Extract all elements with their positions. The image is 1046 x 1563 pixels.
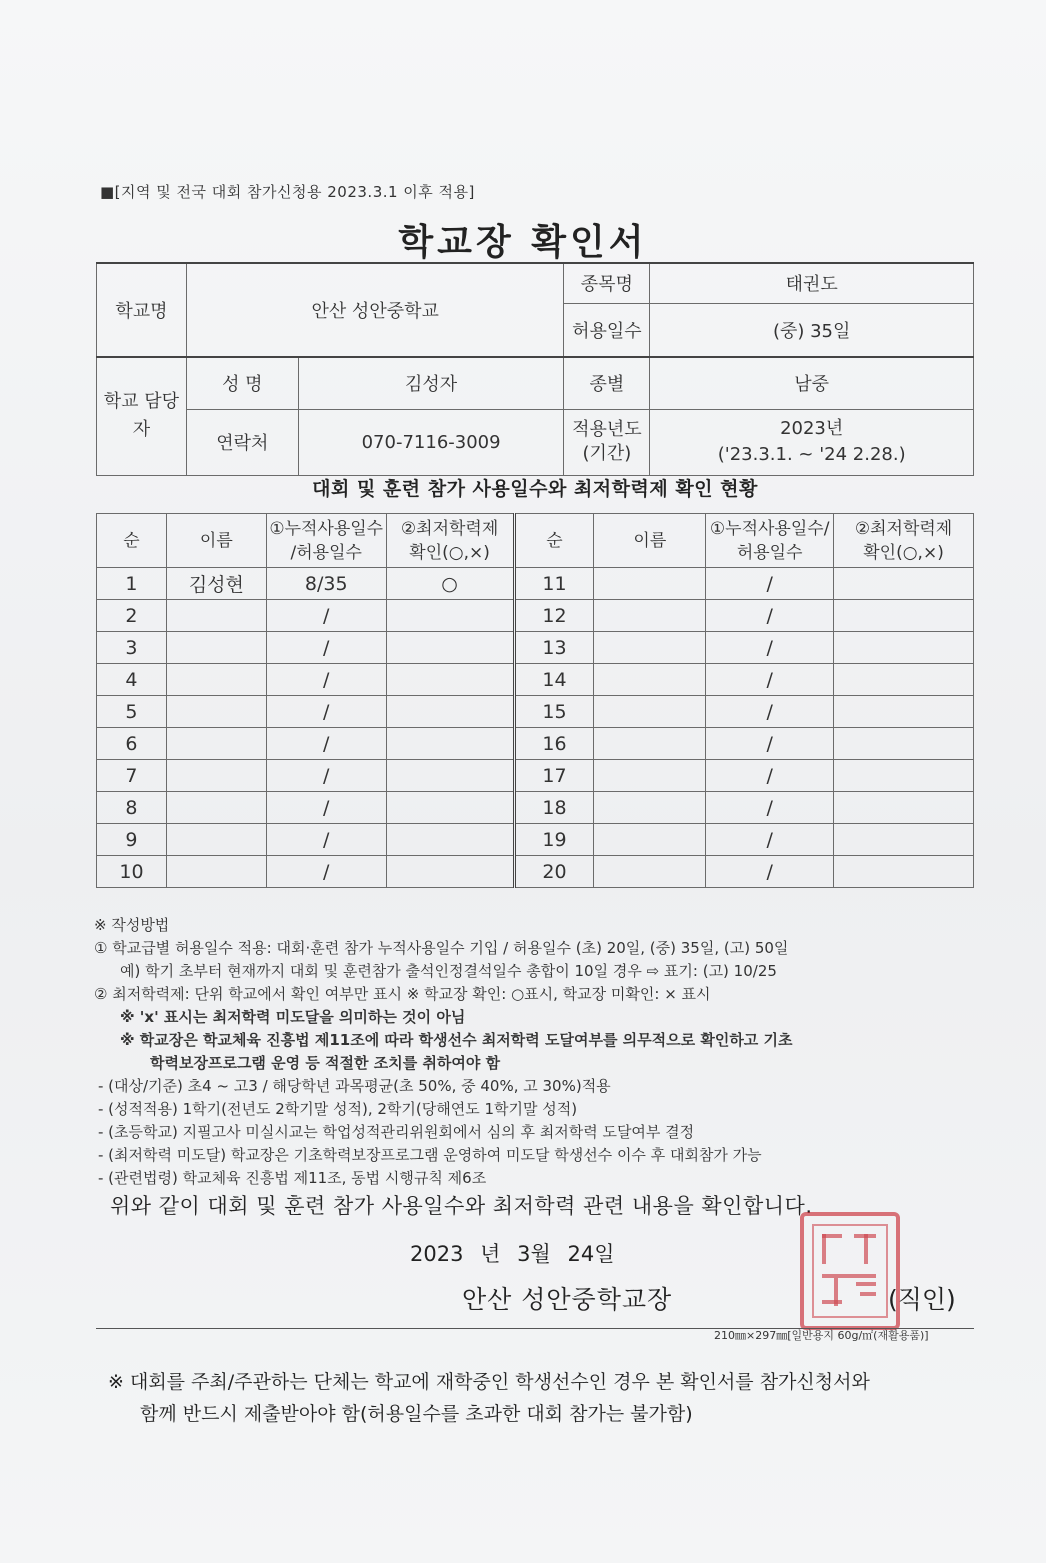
row-no-cell: 15 (514, 696, 594, 728)
header-check-right (834, 514, 974, 568)
sport-label: 종목명 (564, 263, 650, 303)
name-value: 김성자 (298, 357, 564, 409)
row-check-cell (386, 600, 514, 632)
name-label: 성 명 (186, 357, 298, 409)
record-table (96, 513, 974, 888)
row-no-cell: 13 (514, 632, 594, 664)
note-item: - (성적적용) 1학기(전년도 2학기말 성적), 2학기(당해연도 1학기말 성적) (98, 1100, 578, 1118)
row-check-cell (834, 600, 974, 632)
sport-value: 태권도 (650, 263, 974, 303)
row-no-cell: 17 (514, 760, 594, 792)
row-check-cell (834, 632, 974, 664)
row-name-cell (594, 696, 706, 728)
row-no-cell: 11 (514, 568, 594, 600)
row-name-cell (166, 824, 266, 856)
category-label: 종별 (564, 357, 650, 409)
row-days-cell: / (266, 792, 386, 824)
row-days-cell: / (266, 760, 386, 792)
note-item: ※ 학교장은 학교체육 진흥법 제11조에 따라 학생선수 최저학력 도달여부를 의무적으로 확인하고 기초 (120, 1031, 793, 1049)
row-no-cell: 3 (97, 632, 167, 664)
row-name-cell (594, 792, 706, 824)
row-name-cell (594, 728, 706, 760)
row-no-cell: 16 (514, 728, 594, 760)
seal-label: (직인) (888, 1285, 956, 1314)
confirmation-text: 위와 같이 대회 및 훈련 참가 사용일수와 최저학력 관련 내용을 확인합니다. (110, 1194, 813, 1218)
header-check-left (386, 514, 514, 568)
note-item: - (초등학교) 지필고사 미실시교는 학업성적관리위원회에서 심의 후 최저학력 도달여부 결정 (98, 1123, 695, 1141)
row-name-cell (594, 856, 706, 888)
row-name-cell (166, 632, 266, 664)
row-days-cell: 8/35 (266, 568, 386, 600)
note-item: 학력보장프로그램 운영 등 적절한 조치를 취하여야 함 (150, 1054, 501, 1072)
date-day: 24일 (567, 1242, 615, 1266)
row-check-cell (834, 856, 974, 888)
table-row (97, 792, 974, 824)
row-check-cell (834, 728, 974, 760)
instructions (94, 914, 984, 1190)
header-name-right: 이름 (594, 514, 706, 568)
official-seal-icon (800, 1212, 900, 1330)
note-item: ② 최저학력제: 단위 학교에서 확인 여부만 표시 ※ 학교장 확인: ○표시, 학교장 미확인: × 표시 (94, 985, 711, 1003)
note-item: ① 학교급별 허용일수 적용: 대회·훈련 참가 누적사용일수 기입 / 허용일수 (초) 20일, (중) 35일, (고) 50일 (94, 939, 789, 957)
issue-date (410, 1238, 614, 1268)
row-name-cell (594, 632, 706, 664)
footer-line: 함께 반드시 제출받아야 함(허용일수를 초과한 대회 참가는 불가함) (140, 1403, 693, 1425)
header-days-right-line1: ①누적사용일수/ (709, 518, 830, 539)
row-name-cell: 김성현 (166, 568, 266, 600)
section-title: 대회 및 훈련 참가 사용일수와 최저학력제 확인 현황 (312, 478, 758, 500)
header-note: ■[지역 및 전국 대회 참가신청용 2023.3.1 이후 적용] (100, 183, 475, 201)
row-no-cell: 19 (514, 824, 594, 856)
note-item: - (대상/기준) 초4 ~ 고3 / 해당학년 과목평균(초 50%, 중 40%, 고 30%)적용 (98, 1077, 611, 1095)
header-check-right-line1: ②최저학력제 (854, 518, 953, 539)
contact-label: 연락처 (186, 409, 298, 475)
date-year: 2023 (410, 1242, 464, 1266)
note-item: - (관련법령) 학교체육 진흥법 제11조, 동법 시행규칙 제6조 (98, 1169, 487, 1187)
row-check-cell (386, 792, 514, 824)
row-check-cell (834, 824, 974, 856)
document-title: 학교장 확인서 (398, 222, 648, 263)
note-item: 예) 학기 초부터 현재까지 대회 및 훈련참가 출석인정결석일수 총합이 10일 경우 ⇨ 표기: (고) 10/25 (120, 962, 777, 980)
row-days-cell: / (706, 824, 834, 856)
header-days-right-line2: 허용일수 (736, 542, 803, 563)
row-name-cell (594, 824, 706, 856)
record-header-row (97, 514, 974, 568)
header-days-left-line1: ①누적사용일수 (269, 518, 384, 539)
school-value: 안산 성안중학교 (186, 263, 564, 357)
header-check-left-line1: ②최저학력제 (400, 518, 499, 539)
year-cell (650, 409, 974, 475)
row-check-cell: ○ (386, 568, 514, 600)
note-heading: ※ 작성방법 (94, 916, 170, 934)
row-no-cell: 12 (514, 600, 594, 632)
note-item: ※ 'x' 표시는 최저학력 미도달을 의미하는 것이 아님 (120, 1008, 466, 1026)
row-name-cell (594, 664, 706, 696)
row-name-cell (594, 760, 706, 792)
row-no-cell: 8 (97, 792, 167, 824)
row-days-cell: / (706, 664, 834, 696)
row-name-cell (166, 856, 266, 888)
year-label: 적용년도 (기간) (564, 409, 650, 475)
header-check-left-line2: 확인(○,×) (409, 542, 490, 563)
row-days-cell: / (706, 696, 834, 728)
row-no-cell: 20 (514, 856, 594, 888)
date-year-unit: 년 (480, 1242, 501, 1266)
period-value: ('23.3.1. ~ '24 2.28.) (717, 444, 906, 465)
row-no-cell: 1 (97, 568, 167, 600)
row-check-cell (386, 728, 514, 760)
row-check-cell (386, 856, 514, 888)
header-name-left: 이름 (166, 514, 266, 568)
row-check-cell (834, 792, 974, 824)
table-row (97, 664, 974, 696)
header-no-right: 순 (514, 514, 594, 568)
header-days-left (266, 514, 386, 568)
row-no-cell: 10 (97, 856, 167, 888)
note-item: - (최저학력 미도달) 학교장은 기초학력보장프로그램 운영하여 미도달 학생선수 이수 후 대회참가 가능 (98, 1146, 762, 1164)
table-row (97, 856, 974, 888)
row-check-cell (834, 760, 974, 792)
row-no-cell: 4 (97, 664, 167, 696)
row-no-cell: 9 (97, 824, 167, 856)
table-row (97, 760, 974, 792)
footer-note (108, 1366, 870, 1430)
row-days-cell: / (706, 760, 834, 792)
table-row (97, 600, 974, 632)
row-name-cell (166, 696, 266, 728)
row-name-cell (166, 600, 266, 632)
header-no-left: 순 (97, 514, 167, 568)
table-row (97, 728, 974, 760)
allowed-days-label: 허용일수 (564, 303, 650, 357)
row-no-cell: 6 (97, 728, 167, 760)
row-check-cell (386, 824, 514, 856)
row-check-cell (386, 760, 514, 792)
table-row (97, 696, 974, 728)
footer-line: ※ 대회를 주최/주관하는 단체는 학교에 재학중인 학생선수인 경우 본 확인서를 참가신청서와 (108, 1371, 870, 1393)
table-row (97, 568, 974, 600)
row-days-cell: / (706, 728, 834, 760)
row-days-cell: / (266, 824, 386, 856)
paper-spec: 210㎜×297㎜[일반용지 60g/㎡(재활용품)] (714, 1329, 929, 1342)
row-name-cell (594, 600, 706, 632)
row-days-cell: / (706, 568, 834, 600)
staff-label: 학교 담당자 (97, 357, 187, 475)
allowed-days-value: (중) 35일 (650, 303, 974, 357)
record-body (97, 568, 974, 888)
header-days-right (706, 514, 834, 568)
row-days-cell: / (706, 856, 834, 888)
row-name-cell (594, 568, 706, 600)
row-days-cell: / (266, 664, 386, 696)
header-check-right-line2: 확인(○,×) (863, 542, 944, 563)
table-row (97, 632, 974, 664)
row-no-cell: 2 (97, 600, 167, 632)
row-check-cell (834, 696, 974, 728)
row-days-cell: / (266, 632, 386, 664)
contact-value: 070-7116-3009 (298, 409, 564, 475)
row-check-cell (386, 696, 514, 728)
row-days-cell: / (266, 728, 386, 760)
row-check-cell (834, 664, 974, 696)
table-row (97, 824, 974, 856)
row-no-cell: 7 (97, 760, 167, 792)
row-check-cell (386, 632, 514, 664)
row-days-cell: / (706, 600, 834, 632)
date-month: 3월 (517, 1242, 551, 1266)
row-name-cell (166, 760, 266, 792)
principal-name: 안산 성안중학교장 (462, 1285, 673, 1314)
row-days-cell: / (706, 792, 834, 824)
row-name-cell (166, 728, 266, 760)
row-name-cell (166, 792, 266, 824)
school-label: 학교명 (97, 263, 187, 357)
row-no-cell: 5 (97, 696, 167, 728)
row-days-cell: / (266, 696, 386, 728)
row-days-cell: / (266, 856, 386, 888)
category-value: 남중 (650, 357, 974, 409)
row-days-cell: / (266, 600, 386, 632)
header-days-left-line2: /허용일수 (290, 542, 362, 563)
row-no-cell: 18 (514, 792, 594, 824)
info-table (96, 262, 974, 476)
row-days-cell: / (706, 632, 834, 664)
row-no-cell: 14 (514, 664, 594, 696)
row-check-cell (834, 568, 974, 600)
row-name-cell (166, 664, 266, 696)
year-value: 2023년 (780, 418, 844, 439)
row-check-cell (386, 664, 514, 696)
